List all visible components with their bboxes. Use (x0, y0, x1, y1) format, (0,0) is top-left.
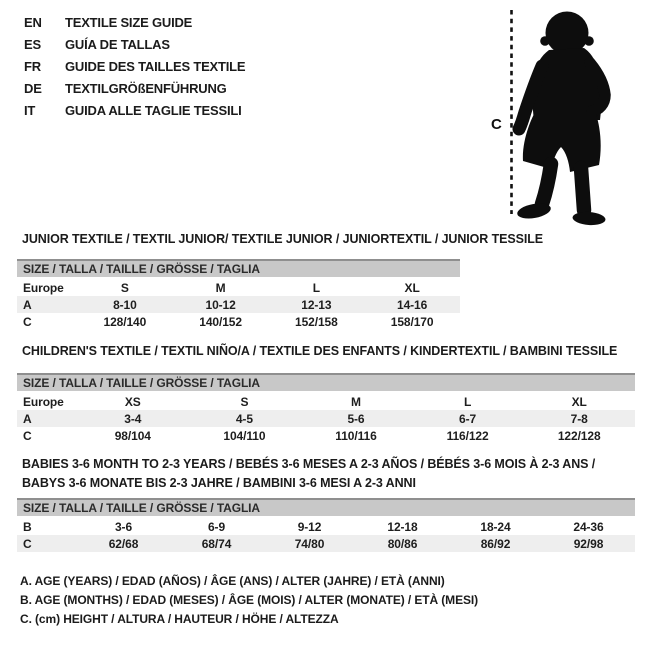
size-header-bar: SIZE / TALLA / TAILLE / GRÖSSE / TAGLIA (17, 374, 635, 392)
section-title-line2: BABYS 3-6 MONATE BIS 2-3 JAHRE / BAMBINI 3-6 MESI A 2-3 ANNI (22, 476, 416, 490)
row-label: C (23, 428, 32, 443)
row-label: Europe (23, 394, 64, 409)
language-label: GUÍA DE TALLAS (65, 37, 170, 52)
size-cell: 62/68 (77, 535, 170, 552)
table-row-europe (17, 278, 460, 296)
toddler-figure (485, 0, 645, 245)
language-list (24, 12, 245, 122)
size-cell: 12-13 (269, 296, 365, 313)
row-label: A (17, 410, 77, 427)
size-cell: 3-6 (114, 519, 133, 534)
row-label: Europe (23, 280, 64, 295)
row-label: C (23, 314, 32, 329)
language-label: TEXTILE SIZE GUIDE (65, 15, 193, 30)
size-table-junior (17, 259, 460, 330)
size-header-bar: SIZE / TALLA / TAILLE / GRÖSSE / TAGLIA (17, 260, 460, 278)
size-cell: 9-12 (297, 519, 322, 534)
language-label: TEXTILGRÖßENFÜHRUNG (65, 81, 227, 96)
section-junior-textile (17, 232, 543, 330)
legend-item-c: C. (cm) HEIGHT / ALTURA / HAUTEUR / HÖHE / ALTEZZA (20, 612, 339, 626)
language-code: EN (24, 15, 42, 30)
language-code: FR (24, 59, 41, 74)
size-cell: XL (404, 280, 420, 295)
row-label: C (17, 535, 77, 552)
size-cell: 5-6 (300, 410, 412, 427)
table-row-age (17, 296, 460, 313)
size-cell: 14-16 (364, 296, 460, 313)
table-row-age-months (17, 517, 635, 535)
size-cell: 18-24 (480, 519, 511, 534)
table-row-age (17, 410, 635, 427)
size-cell: 4-5 (189, 410, 301, 427)
height-measure-label: C (491, 116, 502, 133)
size-cell: 152/158 (295, 314, 338, 329)
table-row-height (17, 427, 635, 444)
size-cell: L (463, 394, 472, 409)
language-item (24, 78, 245, 100)
size-cell: M (215, 280, 226, 295)
size-cell: 68/74 (170, 535, 263, 552)
size-cell: 7-8 (523, 410, 635, 427)
legend-item-b: B. AGE (MONTHS) / EDAD (MESES) / ÂGE (MOIS) / ALTER (MONATE) / ETÀ (MESI) (20, 593, 479, 607)
size-cell: 3-4 (77, 410, 189, 427)
size-cell: S (120, 280, 129, 295)
section-title-line1: BABIES 3-6 MONTH TO 2-3 YEARS / BEBÉS 3-6 MESES A 2-3 AÑOS / BÉBÉS 3-6 MOIS À 2-3 ANS / (22, 457, 596, 471)
size-cell: 12-18 (387, 519, 418, 534)
language-item (24, 56, 245, 78)
size-header-bar: SIZE / TALLA / TAILLE / GRÖSSE / TAGLIA (17, 499, 635, 517)
size-cell: 128/140 (103, 314, 147, 329)
size-cell: 6-9 (207, 519, 226, 534)
toddler-silhouette-icon (516, 12, 606, 227)
size-cell: 110/116 (335, 428, 377, 443)
section-title: JUNIOR TEXTILE / TEXTIL JUNIOR/ TEXTILE JUNIOR / JUNIORTEXTIL / JUNIOR TESSILE (22, 232, 543, 246)
section-babies-textile (17, 455, 635, 552)
section-title (17, 455, 635, 493)
legend-item-a: A. AGE (YEARS) / EDAD (AÑOS) / ÂGE (ANS) / ALTER (JAHRE) / ETÀ (ANNI) (20, 574, 445, 588)
language-code: IT (24, 103, 36, 118)
legend (20, 572, 478, 629)
size-cell: 158/170 (390, 314, 434, 329)
size-cell: 74/80 (263, 535, 356, 552)
section-title: CHILDREN'S TEXTILE / TEXTIL NIÑO/A / TEXTILE DES ENFANTS / KINDERTEXTIL / BAMBINI TESSILE (22, 344, 618, 358)
size-cell: 80/86 (356, 535, 449, 552)
size-cell: 86/92 (449, 535, 542, 552)
size-cell: 8-10 (77, 296, 173, 313)
size-cell: 116/122 (446, 428, 489, 443)
language-item (24, 100, 245, 122)
table-row-height (17, 313, 460, 330)
size-cell: 10-12 (173, 296, 269, 313)
language-label: GUIDA ALLE TAGLIE TESSILI (65, 103, 242, 118)
size-cell: S (240, 394, 249, 409)
language-item (24, 12, 245, 34)
language-item (24, 34, 245, 56)
size-cell: XS (124, 394, 141, 409)
language-label: GUIDE DES TAILLES TEXTILE (65, 59, 246, 74)
size-table-babies (17, 498, 635, 552)
size-cell: 104/110 (223, 428, 266, 443)
size-cell: XL (571, 394, 587, 409)
section-children-textile (17, 344, 635, 444)
row-label: A (17, 296, 77, 313)
size-cell: 92/98 (542, 535, 635, 552)
table-row-height (17, 535, 635, 552)
row-label: B (23, 519, 32, 534)
size-cell: 98/104 (114, 428, 151, 443)
language-code: ES (24, 37, 41, 52)
size-cell: M (351, 394, 361, 409)
size-cell: 6-7 (412, 410, 524, 427)
size-cell: L (312, 280, 320, 295)
size-cell: 24-36 (573, 519, 604, 534)
size-table-children (17, 373, 635, 444)
size-cell: 122/128 (557, 428, 601, 443)
table-row-europe (17, 392, 635, 410)
language-code: DE (24, 81, 42, 96)
size-cell: 140/152 (199, 314, 242, 329)
